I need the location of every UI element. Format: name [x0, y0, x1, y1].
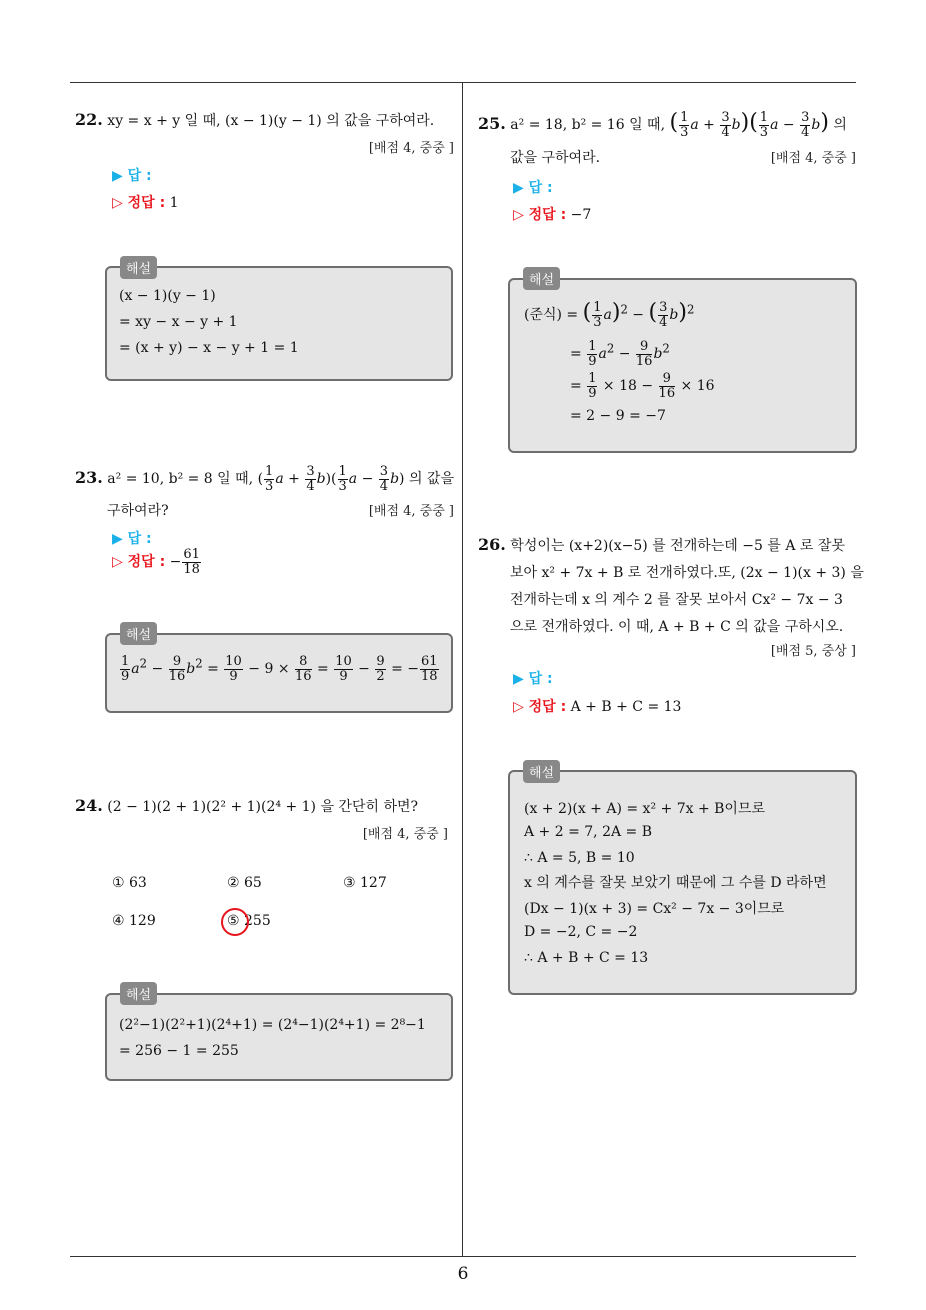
explanation-tag: 해설: [120, 982, 157, 1005]
correct-answer: [513, 696, 681, 716]
question-text-line2: 구하여라?: [107, 503, 169, 519]
question-text: (2 − 1)(2 + 1)(2² + 1)(2⁴ + 1) 을 간단히 하면?: [107, 799, 418, 815]
correct-answer: [112, 548, 202, 576]
page-number: 6: [457, 1264, 469, 1284]
explanation-line: A + 2 = 7, 2A = B: [524, 824, 653, 840]
explanation-line: $\frac{1}{9}$ $a^2$ − $\frac{9}{16}$ $b^2$ = $\frac{10}{9}$ − 9 × $\frac{8}{16}$ = $\frac{10}{9}$ − $\frac{9}{2}$ = − $\frac{61}{18}$: [121, 654, 438, 684]
question-22: [75, 110, 434, 130]
correct-sign: −: [169, 554, 182, 571]
question-25: 25. a² = 18, b² = 16 일 때, ( $\frac{1}{3}$ a + $\frac{3}{4}$ b)( $\frac{1}{3}$ a − $\frac{3}{4}$ b) 의: [478, 109, 847, 140]
explanation-line: (2²−1)(2²+1)(2⁴+1) = (2⁴−1)(2⁴+1) = 2⁸−1: [119, 1017, 426, 1033]
question-23: 23. a² = 10, b² = 8 일 때, ( $\frac{1}{3}$ a + $\frac{3}{4}$ b)( $\frac{1}{3}$ a − $\frac{3}{4}$ b) 의 값을: [75, 464, 454, 494]
column-divider: [462, 82, 463, 1256]
question-text-line3: 전개하는데 x 의 계수 2 를 잘못 보아서 Cx² − 7x − 3: [510, 592, 843, 608]
question-text-tail: 의: [833, 117, 847, 133]
question-number: 22.: [75, 110, 103, 129]
question-24: [75, 796, 418, 816]
explanation-line: x 의 계수를 잘못 보았기 때문에 그 수를 D 라하면: [524, 875, 827, 891]
choice-4[interactable]: ④ 129: [112, 913, 156, 929]
explanation-line: D = −2, C = −2: [524, 924, 638, 940]
question-number: 23.: [75, 468, 103, 488]
question-text: a² = 10, b² = 8 일 때, (: [107, 471, 264, 488]
correct-answer: [112, 192, 179, 212]
question-meta: [배점 4, 중중 ]: [368, 504, 454, 519]
correct-value: −7: [570, 207, 592, 223]
correct-label: ▷ 정답 :: [513, 699, 567, 715]
answer-label: ▶ 답 :: [112, 168, 152, 184]
question-text-line2: 보아 x² + 7x + B 로 전개하였다.또, (2x − 1)(x + 3) 을: [510, 565, 864, 581]
question-meta: [배점 4, 중중 ]: [362, 827, 448, 842]
question-meta: [배점 4, 중중 ]: [368, 141, 454, 156]
answer-label: ▶ 답 :: [513, 180, 553, 196]
explanation-line: ∴ A + B + C = 13: [524, 950, 649, 966]
correct-label: ▷ 정답 :: [513, 207, 567, 223]
question-number: 26.: [478, 535, 506, 554]
explanation-line: = xy − x − y + 1: [119, 314, 238, 330]
bottom-rule: [70, 1256, 856, 1257]
selected-answer-circle: [221, 908, 249, 936]
correct-answer: [513, 204, 591, 224]
choice-3[interactable]: ③ 127: [343, 875, 387, 891]
correct-denominator: 18: [183, 561, 200, 577]
question-text-line2: 값을 구하여라.: [510, 150, 601, 166]
question-text-tail: 의 값을: [408, 471, 454, 488]
explanation-line: (준식) = ( $\frac{1}{3}$ a)$^2$ − ( $\frac{3}{4}$ b)$^2$: [524, 299, 695, 330]
question-meta: [배점 5, 중상 ]: [770, 644, 856, 659]
question-text-line1: 학성이는 (x+2)(x−5) 를 전개하는데 −5 를 A 로 잘못: [510, 538, 845, 554]
explanation-box: [105, 993, 453, 1081]
explanation-line: = 256 − 1 = 255: [119, 1043, 239, 1059]
explanation-line: = $\frac{1}{9}$ $a^2$ − $\frac{9}{16}$ $b^2$: [570, 339, 670, 369]
question-number: 24.: [75, 796, 103, 815]
choice-1[interactable]: ① 63: [112, 875, 147, 891]
explanation-box: [508, 278, 857, 453]
answer-label: ▶ 답 :: [112, 531, 152, 547]
top-rule: [70, 82, 856, 83]
explanation-line: = $\frac{1}{9}$ × 18 − $\frac{9}{16}$ × 16: [570, 371, 715, 401]
correct-label: ▷ 정답 :: [112, 195, 166, 211]
explanation-line: = (x + y) − x − y + 1 = 1: [119, 340, 299, 356]
question-meta: [배점 4, 중중 ]: [770, 151, 856, 166]
question-26: [478, 535, 845, 555]
answer-label: ▶ 답 :: [513, 671, 553, 687]
explanation-box: [105, 633, 453, 713]
question-text-line4: 으로 전개하였다. 이 때, A + B + C 의 값을 구하시오.: [510, 619, 844, 635]
explanation-tag: 해설: [120, 256, 157, 279]
explanation-line: (Dx − 1)(x + 3) = Cx² − 7x − 3이므로: [524, 901, 785, 917]
question-text: xy = x + y 일 때, (x − 1)(y − 1) 의 값을 구하여라.: [107, 113, 435, 129]
correct-label: ▷ 정답 :: [112, 554, 166, 571]
explanation-line: ∴ A = 5, B = 10: [524, 850, 635, 866]
correct-numerator: 61: [183, 547, 200, 562]
explanation-prefix: (준식) =: [524, 307, 579, 323]
choice-5[interactable]: ⑤ 255: [227, 913, 271, 929]
explanation-tag: 해설: [523, 760, 560, 783]
question-number: 25.: [478, 114, 506, 133]
correct-value: A + B + C = 13: [570, 699, 682, 715]
explanation-box: [105, 266, 453, 381]
explanation-line: (x − 1)(y − 1): [119, 288, 216, 304]
explanation-tag: 해설: [523, 267, 560, 290]
explanation-box: [508, 770, 857, 995]
explanation-tag: 해설: [120, 622, 157, 645]
explanation-line: = 2 − 9 = −7: [570, 408, 666, 424]
choice-2[interactable]: ② 65: [227, 875, 262, 891]
correct-value: 1: [169, 195, 179, 211]
explanation-line: (x + 2)(x + A) = x² + 7x + B이므로: [524, 801, 765, 817]
question-text: a² = 18, b² = 16 일 때,: [510, 117, 666, 133]
